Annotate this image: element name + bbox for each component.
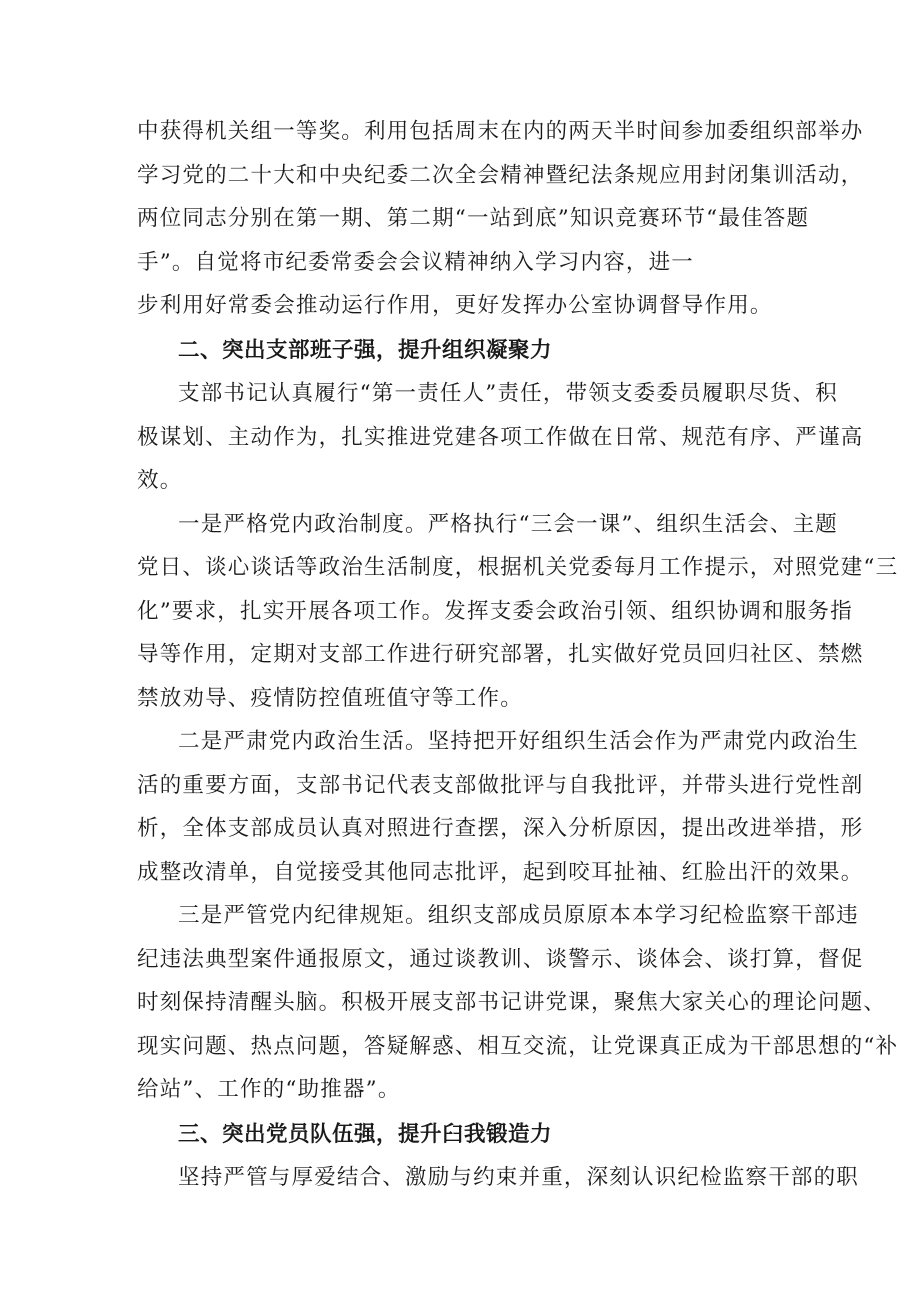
body-text-line: 党日、谈心谈话等政治生活制度，根据机关党委每月工作提示，对照党建“三 xyxy=(137,555,899,580)
body-text-line: 析，全体支部成员认真对照进行查摆，深入分析原因，提出改进举措，形 xyxy=(137,816,864,841)
body-text-line: 现实问题、热点问题，答疑解惑、相互交流，让党课真正成为干部思想的“补 xyxy=(137,1034,899,1059)
paragraph-first-line: 三是严管党内纪律规矩。组织支部成员原原本本学习纪检监察干部违 xyxy=(178,903,860,928)
body-text-line: 活的重要方面，支部书记代表支部做批评与自我批评，并带头进行党性剖 xyxy=(137,773,864,798)
body-text-line: 禁放劝导、疫情防控值班值守等工作。 xyxy=(137,686,523,711)
paragraph-first-line: 坚持严管与厚爱结合、激励与约束并重，深刻认识纪检监察干部的职 xyxy=(178,1165,860,1190)
body-text-line: 时刻保持清醒头脑。积极开展支部书记讲党课，聚焦大家关心的理论问题、 xyxy=(137,990,887,1015)
body-text-line: 手”。自觉将市纪委常委会会议精神纳入学习内容，进一 xyxy=(137,250,694,275)
body-text-line: 导等作用，定期对支部工作进行研究部署，扎实做好党员回归社区、禁燃 xyxy=(137,642,864,667)
body-text-line: 步利用好常委会推动运行作用，更好发挥办公室协调督导作用。 xyxy=(137,293,773,318)
body-text-line: 中获得机关组一等奖。利用包括周末在内的两天半时间参加委组织部举办 xyxy=(137,119,864,144)
paragraph-first-line: 二是严肃党内政治生活。坚持把开好组织生活会作为严肃党内政治生 xyxy=(178,729,860,754)
body-text-line: 给站”、工作的“助推器”。 xyxy=(137,1077,401,1102)
section-heading: 二、突出支部班子强，提升组织凝聚力 xyxy=(178,338,553,363)
body-text-line: 化”要求，扎实开展各项工作。发挥支委会政治引领、组织协调和服务指 xyxy=(137,599,853,624)
body-text-line: 纪违法典型案件通报原文，通过谈教训、谈警示、谈体会、谈打算，督促 xyxy=(137,947,864,972)
body-text-line: 效。 xyxy=(137,468,183,493)
paragraph-first-line: 一是严格党内政治制度。严格执行“三会一课”、组织生活会、主题 xyxy=(178,512,838,537)
paragraph-first-line: 支部书记认真履行“第一责任人”责任，带领支委委员履职尽货、积 xyxy=(178,381,838,406)
body-text-line: 两位同志分别在第一期、第二期“一站到底”知识竞赛环节“最佳答题 xyxy=(137,206,810,231)
section-heading: 三、突出党员队伍强，提升臼我锻造力 xyxy=(178,1122,553,1147)
body-text-line: 极谋划、主动作为，扎实推进党建各项工作做在日常、规范有序、严谨高 xyxy=(137,425,864,450)
body-text-line: 成整改清单，自觉接受其他同志批评，起到咬耳扯袖、红脸出汗的效果。 xyxy=(137,860,864,885)
body-text-line: 学习党的二十大和中央纪委二次全会精神暨纪法条规应用封闭集训活动， xyxy=(137,163,864,188)
